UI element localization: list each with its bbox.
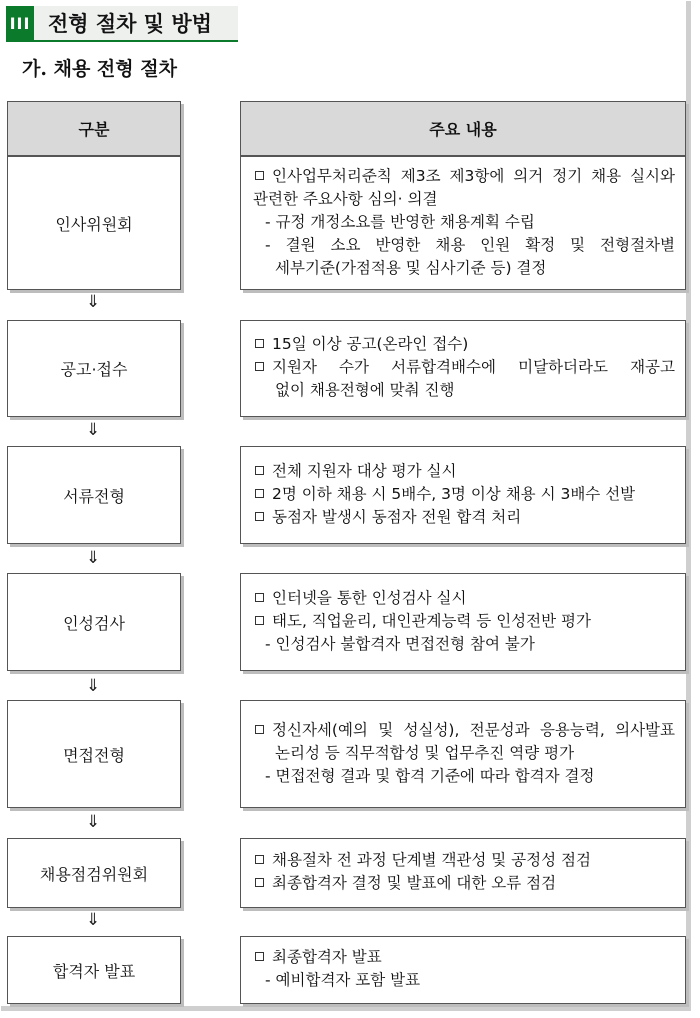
header-cell-content: 주요 내용 (240, 101, 686, 156)
flow-arrow-icon: ⇓ (85, 812, 101, 832)
step-name-cell (7, 156, 181, 290)
square-bullet-icon (255, 725, 264, 734)
flow-arrow-icon: ⇓ (85, 420, 101, 440)
subsection-title: 가. 채용 전형 절차 (22, 58, 177, 80)
step-content-cell (240, 446, 686, 544)
content-text: 2명 이하 채용 시 5배수, 3명 이상 채용 시 3배수 선발 (272, 485, 636, 503)
content-line (253, 610, 675, 633)
header-cell-category: 구분 (7, 101, 181, 156)
content-line (253, 742, 675, 765)
square-bullet-icon (255, 339, 264, 348)
content-text: 태도, 직업윤리, 대인관계능력 등 인성전반 평가 (272, 612, 591, 630)
content-line (253, 946, 675, 969)
content-text: 15일 이상 공고(온라인 접수) (272, 335, 469, 353)
content-line (253, 849, 675, 872)
step-content-cell (240, 320, 686, 417)
flow-arrow-icon: ⇓ (85, 292, 101, 312)
square-bullet-icon (255, 171, 264, 180)
step-content-cell (240, 936, 686, 1004)
step-name-cell (7, 936, 181, 1004)
step-name: 인성검사 (63, 613, 125, 633)
step-name-cell (7, 573, 181, 671)
content-line (253, 587, 675, 610)
content-line (253, 379, 675, 402)
content-text: - 면접전형 결과 및 합격 기준에 따라 합격자 결정 (265, 767, 595, 785)
step-name-cell (7, 838, 181, 908)
section-underline (6, 40, 238, 42)
content-text: 없이 채용전형에 맞춰 진행 (275, 381, 455, 399)
content-line (253, 719, 675, 742)
content-text: - 인성검사 불합격자 면접전형 참여 불가 (265, 635, 535, 653)
step-name: 합격자 발표 (52, 961, 136, 981)
content-text: 세부기준(가점적용 및 심사기준 등) 결정 (275, 259, 547, 277)
content-line (253, 633, 675, 656)
step-name: 채용점검위원회 (39, 864, 149, 884)
step-name-cell (7, 446, 181, 544)
step-name: 면접전형 (63, 745, 125, 765)
step-name: 인사위원회 (55, 214, 133, 234)
square-bullet-icon (255, 878, 264, 887)
content-line (253, 506, 675, 529)
content-line (253, 765, 675, 788)
content-text: 지원자 수가 서류합격배수에 미달하더라도 재공고 (272, 358, 675, 376)
content-text: 최종합격자 결정 및 발표에 대한 오류 점검 (272, 874, 557, 892)
square-bullet-icon (255, 616, 264, 625)
content-line (253, 234, 675, 257)
step-name-cell (7, 320, 181, 417)
flow-arrow-icon: ⇓ (85, 676, 101, 696)
content-text: 논리성 등 직무적합성 및 업무추진 역량 평가 (275, 744, 575, 762)
square-bullet-icon (255, 489, 264, 498)
square-bullet-icon (255, 855, 264, 864)
square-bullet-icon (255, 593, 264, 602)
flow-arrow-icon: ⇓ (85, 548, 101, 568)
content-text: 최종합격자 발표 (272, 948, 382, 966)
step-name: 공고·접수 (60, 360, 128, 379)
content-text: 정신자세(예의 및 성실성), 전문성과 응용능력, 의사발표 (272, 721, 675, 739)
content-line (253, 483, 675, 506)
section-header (6, 6, 238, 40)
content-text: - 결원 소요 반영한 채용 인원 확정 및 전형절차별 (265, 236, 675, 254)
content-line (253, 165, 675, 188)
step-name-cell (7, 700, 181, 808)
content-text: 동점자 발생시 동점자 전원 합격 처리 (272, 508, 522, 526)
content-text: 전체 지원자 대상 평가 실시 (272, 462, 457, 480)
content-text: - 규정 개정소요를 반영한 채용계획 수립 (265, 213, 535, 231)
step-content-cell (240, 573, 686, 671)
content-text: 인사업무처리준칙 제3조 제3항에 의거 정기 채용 실시와 (272, 167, 675, 185)
step-content-cell (240, 700, 686, 808)
flow-arrow-icon: ⇓ (85, 910, 101, 930)
square-bullet-icon (255, 362, 264, 371)
content-line (253, 257, 675, 280)
content-line (253, 188, 675, 211)
square-bullet-icon (255, 952, 264, 961)
section-title: 전형 절차 및 방법 (34, 6, 238, 40)
content-line (253, 969, 675, 992)
content-line (253, 211, 675, 234)
step-content-cell (240, 838, 686, 908)
content-line (253, 872, 675, 895)
step-name: 서류전형 (63, 486, 125, 506)
square-bullet-icon (255, 512, 264, 521)
content-text: 인터넷을 통한 인성검사 실시 (272, 589, 467, 607)
content-text: 채용절차 전 과정 단계별 객관성 및 공정성 점검 (272, 851, 591, 869)
content-line (253, 356, 675, 379)
step-content-cell (240, 156, 686, 290)
content-line (253, 333, 675, 356)
content-text: - 예비합격자 포함 발표 (265, 971, 421, 989)
square-bullet-icon (255, 466, 264, 475)
content-text: 관련한 주요사항 심의· 의결 (253, 190, 438, 208)
section-number: III (6, 6, 34, 40)
content-line (253, 460, 675, 483)
